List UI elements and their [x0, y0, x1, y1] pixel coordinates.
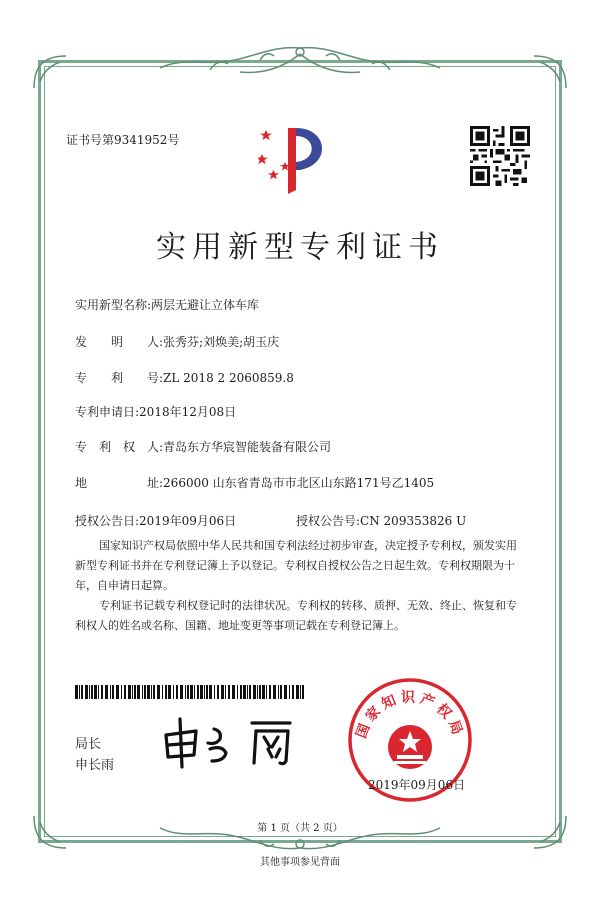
- field-value: CN 209353826 U: [360, 514, 467, 528]
- legal-status-statement: [75, 596, 523, 636]
- director-name: 申长雨: [75, 758, 115, 773]
- field-label: 发 明 人:: [75, 335, 164, 349]
- field-address: [75, 474, 434, 491]
- field-utility-model-name: [75, 296, 259, 313]
- qr-code: [470, 126, 530, 186]
- director-signature: [160, 715, 300, 770]
- corner-ornament-tr: [530, 52, 570, 92]
- field-value: 青岛东方华宸智能装备有限公司: [163, 440, 332, 454]
- seal-date: 2019年09月06日: [368, 778, 466, 792]
- field-announcement-date: [75, 512, 236, 529]
- certificate-serial-number: 证书号第9341952号: [66, 133, 180, 147]
- field-value: ZL 2018 2 2060859.8: [163, 371, 294, 385]
- field-label: 地 址:: [75, 476, 164, 490]
- svg-text:国家知识产权局: 国家知识产权局: [353, 690, 467, 741]
- field-value: 2019年09月06日: [139, 514, 237, 528]
- field-label: 专 利 权 人:: [75, 440, 164, 454]
- field-label: 授权公告号:: [296, 514, 361, 528]
- page-indicator: 第 1 页（共 2 页）: [257, 823, 343, 834]
- cnipa-logo: [258, 120, 338, 200]
- back-side-note: 其他事项参见背面: [260, 857, 340, 868]
- field-label: 实用新型名称:: [75, 298, 152, 312]
- field-value: 两层无避让立体车库: [151, 298, 260, 312]
- field-announcement-number: [296, 512, 466, 529]
- field-label: 专利申请日:: [75, 405, 140, 419]
- field-value: 266000 山东省青岛市市北区山东路171号乙1405: [163, 476, 435, 490]
- barcode: [75, 685, 305, 699]
- field-value: 2018年12月08日: [139, 405, 237, 419]
- field-value: 张秀芬;刘焕美;胡玉庆: [163, 335, 280, 349]
- field-label: 授权公告日:: [75, 514, 140, 528]
- certificate-title: 实用新型专利证书: [156, 230, 444, 265]
- grant-paragraph: 国家知识产权局依照中华人民共和国专利法经过初步审查，决定授予专利权，颁发实用新型专利证书并在专利登记簿上予以登记。专利权自授权公告之日起生效。专利权期限为十年，自申请日起算。: [75, 539, 517, 592]
- field-patentee: [75, 438, 331, 455]
- corner-ornament-tl: [30, 52, 70, 92]
- legal-status-paragraph: 专利证书记载专利权登记时的法律状况。专利权的转移、质押、无效、终止、恢复和专利权人的姓名或名称、国籍、地址变更等事项记载在专利登记簿上。: [75, 599, 517, 632]
- top-ornament: [150, 40, 450, 90]
- grant-statement: [75, 536, 523, 596]
- field-label: 专 利 号:: [75, 371, 164, 385]
- field-inventors: [75, 333, 279, 350]
- director-title: 局长: [75, 737, 102, 752]
- field-patent-number: [75, 369, 294, 386]
- field-filing-date: [75, 403, 236, 420]
